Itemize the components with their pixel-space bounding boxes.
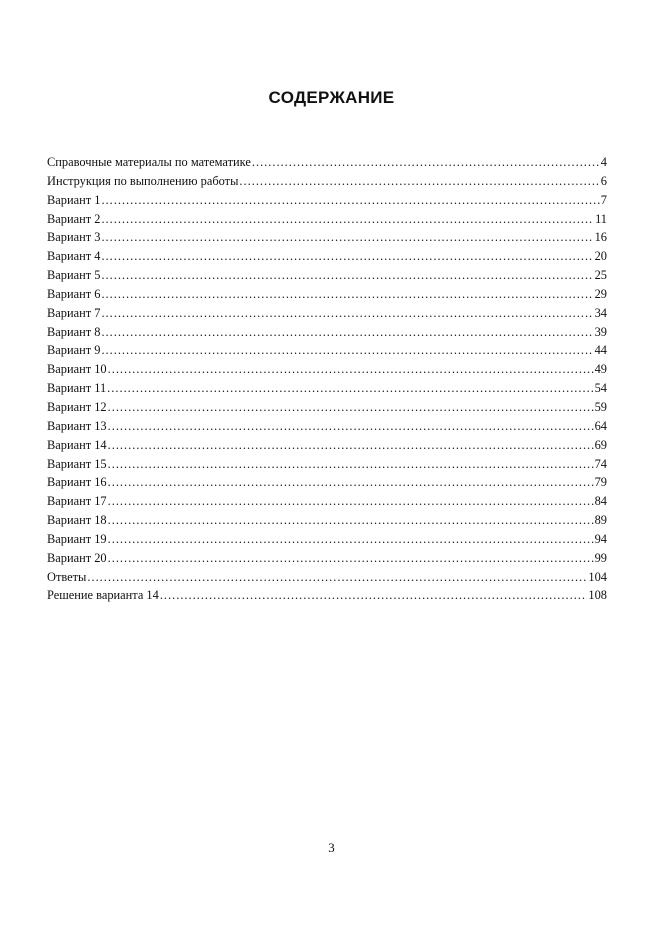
toc-dot-leader	[101, 341, 593, 360]
toc-entry-label: Вариант 3	[47, 230, 101, 245]
toc-entry	[47, 341, 607, 360]
toc-entry-page: 89	[594, 513, 607, 528]
toc-entry	[47, 172, 607, 191]
toc-entry	[47, 266, 607, 285]
toc-entry	[47, 285, 607, 304]
toc-dot-leader	[252, 153, 600, 172]
toc-entry-page: 104	[588, 569, 607, 584]
toc-entry	[47, 473, 607, 492]
toc-entry-label: Инструкция по выполнению работы	[47, 173, 239, 188]
toc-entry-page: 44	[594, 343, 607, 358]
toc-entry-page: 39	[594, 324, 607, 339]
toc-entry-page: 69	[594, 437, 607, 452]
toc-dot-leader	[108, 360, 594, 379]
toc-entry-page: 6	[600, 173, 607, 188]
toc-entry-page: 20	[594, 249, 607, 264]
toc-entry-page: 84	[594, 494, 607, 509]
toc-entry-page: 99	[594, 550, 607, 565]
toc-entry	[47, 228, 607, 247]
toc-entry-label: Вариант 12	[47, 399, 107, 414]
toc-entry-page: 4	[600, 155, 607, 169]
toc-dot-leader	[101, 247, 593, 266]
toc-entry-label: Вариант 16	[47, 475, 107, 490]
toc-entry-page: 11	[595, 211, 607, 226]
toc-entry-label: Решение варианта 14	[47, 588, 159, 603]
toc-entry-page: 94	[594, 531, 607, 546]
toc-dot-leader	[108, 473, 594, 492]
toc-entry-page: 34	[594, 305, 607, 320]
toc-dot-leader	[87, 568, 587, 587]
toc-entry-label: Вариант 2	[47, 211, 101, 226]
toc-entry-label: Вариант 4	[47, 249, 101, 264]
toc-dot-leader	[160, 586, 588, 605]
toc-entry-label: Вариант 10	[47, 362, 107, 377]
toc-entry	[47, 398, 607, 417]
toc-entry	[47, 191, 607, 210]
toc-entry-page: 74	[594, 456, 607, 471]
toc-entry-label: Ответы	[47, 569, 87, 584]
toc-dot-leader	[101, 285, 593, 304]
toc-entry	[47, 360, 607, 379]
toc-entry	[47, 304, 607, 323]
toc-dot-leader	[108, 436, 594, 455]
toc-entry-page: 7	[600, 192, 607, 207]
toc-entry-page: 25	[594, 268, 607, 283]
toc-entry-label: Вариант 19	[47, 531, 107, 546]
page-title: СОДЕРЖАНИЕ	[268, 88, 395, 107]
toc-entry-label: Вариант 15	[47, 456, 107, 471]
toc-dot-leader	[108, 417, 594, 436]
toc-dot-leader	[108, 549, 594, 568]
toc-entry-label: Вариант 7	[47, 305, 101, 320]
toc-entry-page: 54	[594, 381, 607, 396]
toc-dot-leader	[101, 228, 593, 247]
toc-dot-leader	[108, 455, 594, 474]
toc-entry-page: 49	[594, 362, 607, 377]
toc-entry-label: Вариант 11	[47, 381, 107, 396]
toc-dot-leader	[101, 304, 593, 323]
toc-entry-page: 79	[594, 475, 607, 490]
toc-entry-label: Вариант 13	[47, 418, 107, 433]
toc-entry	[47, 492, 607, 511]
toc-entry-page: 16	[594, 230, 607, 245]
toc-entry	[47, 247, 607, 266]
toc-entry-label: Вариант 14	[47, 437, 107, 452]
toc-entry	[47, 210, 607, 229]
table-of-contents	[47, 153, 607, 605]
toc-entry	[47, 153, 607, 172]
toc-dot-leader	[101, 266, 593, 285]
toc-dot-leader	[108, 511, 594, 530]
toc-entry	[47, 379, 607, 398]
toc-entry-page: 108	[588, 588, 607, 603]
toc-entry-label: Вариант 6	[47, 286, 101, 301]
toc-dot-leader	[108, 530, 594, 549]
toc-dot-leader	[239, 172, 599, 191]
toc-entry-label: Вариант 1	[47, 192, 101, 207]
toc-dot-leader	[108, 492, 594, 511]
toc-entry-page: 29	[594, 286, 607, 301]
toc-entry-label: Вариант 5	[47, 268, 101, 283]
toc-entry	[47, 436, 607, 455]
toc-entry-label: Вариант 9	[47, 343, 101, 358]
toc-dot-leader	[101, 210, 594, 229]
toc-entry-page: 64	[594, 418, 607, 433]
page-number: 3	[328, 840, 335, 855]
toc-entry	[47, 568, 607, 587]
toc-dot-leader	[107, 379, 593, 398]
toc-entry	[47, 323, 607, 342]
toc-entry	[47, 586, 607, 605]
toc-dot-leader	[101, 323, 593, 342]
toc-entry-label: Справочные материалы по математике	[47, 155, 251, 169]
toc-entry-label: Вариант 8	[47, 324, 101, 339]
toc-entry-label: Вариант 20	[47, 550, 107, 565]
toc-entry	[47, 530, 607, 549]
toc-entry	[47, 511, 607, 530]
toc-entry-label: Вариант 17	[47, 494, 107, 509]
toc-dot-leader	[101, 191, 599, 210]
toc-entry	[47, 417, 607, 436]
toc-entry-label: Вариант 18	[47, 513, 107, 528]
toc-entry	[47, 549, 607, 568]
toc-entry	[47, 455, 607, 474]
toc-entry-page: 59	[594, 399, 607, 414]
toc-dot-leader	[108, 398, 594, 417]
